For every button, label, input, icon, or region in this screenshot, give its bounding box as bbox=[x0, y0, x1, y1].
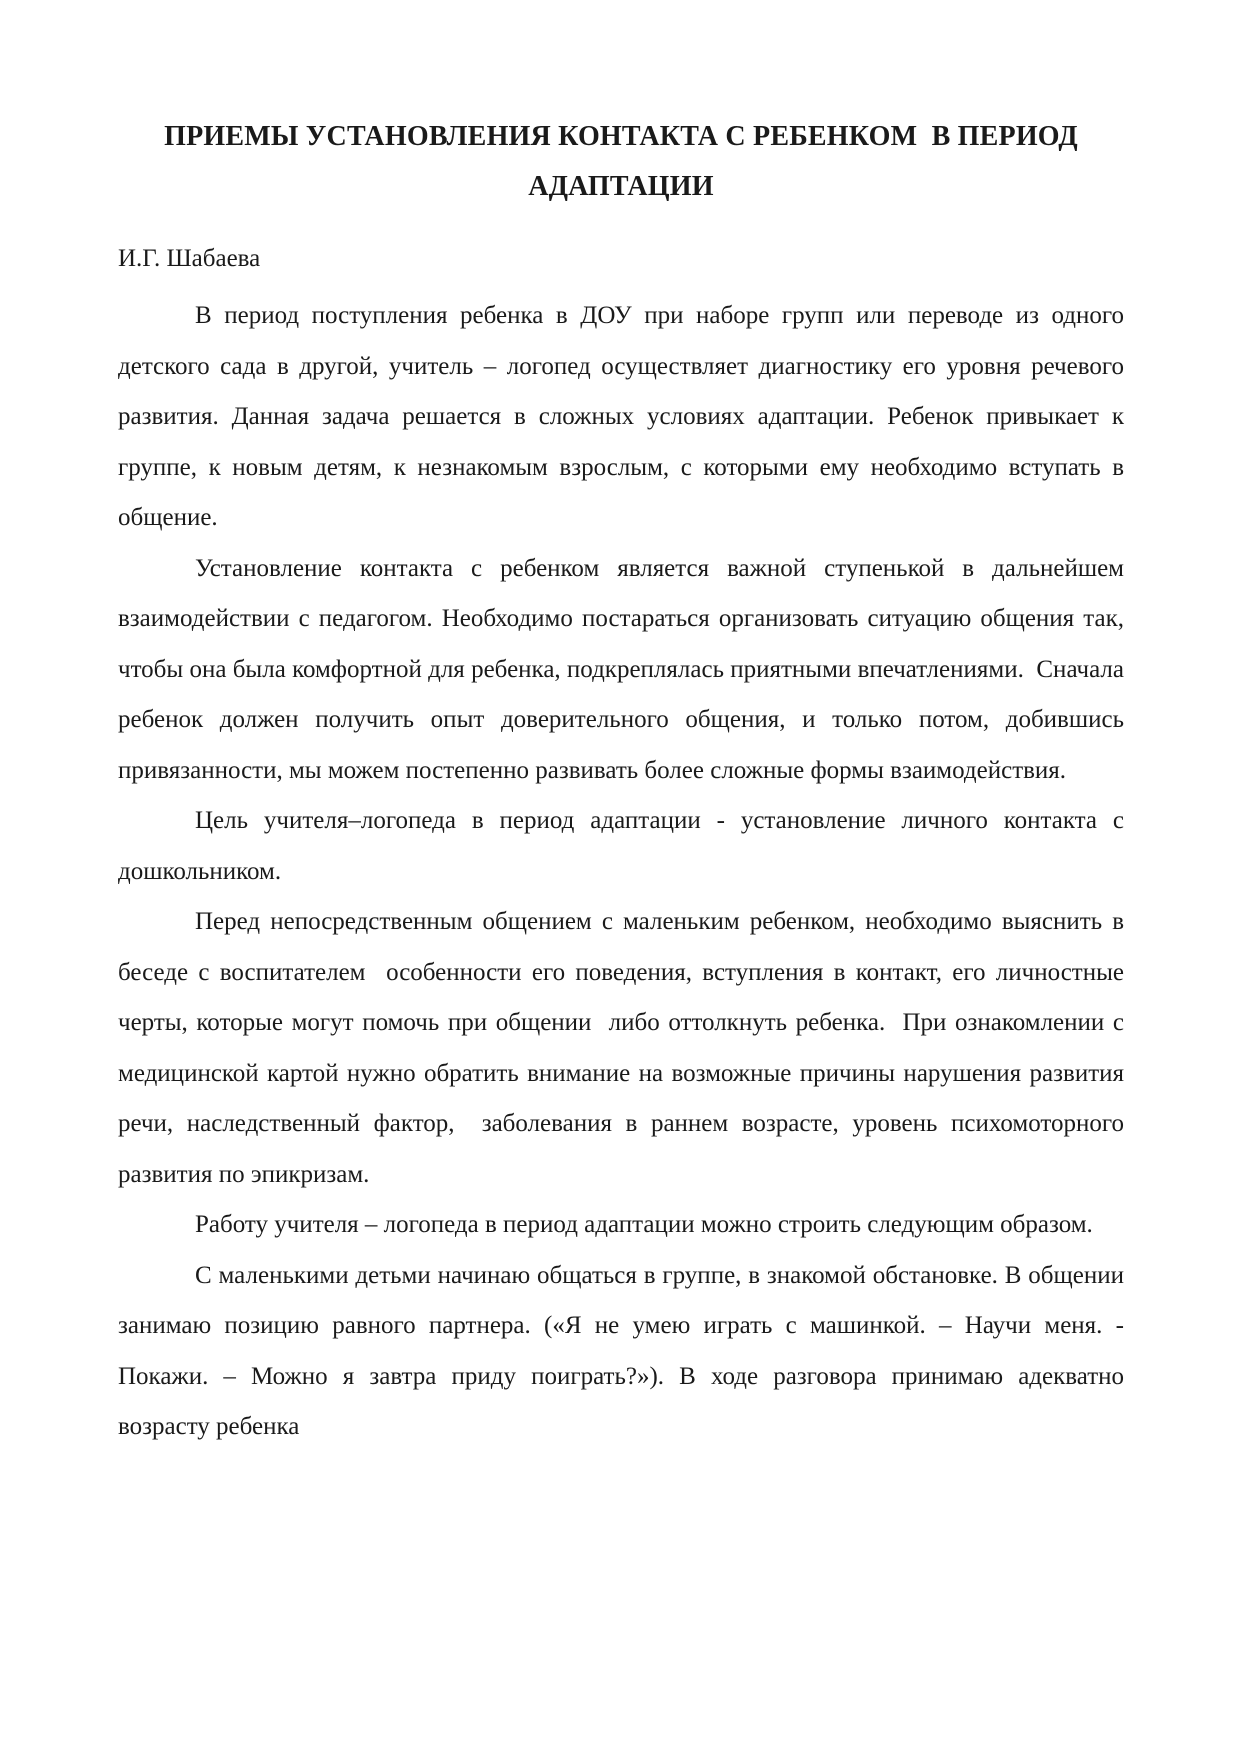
paragraph-3: Цель учителя–логопеда в период адаптации - установление личного контакта с дошкольником. bbox=[118, 807, 1131, 885]
paragraph-5: Работу учителя – логопеда в период адаптации можно строить следующим образом. bbox=[195, 1211, 1093, 1238]
paragraph-1: В период поступления ребенка в ДОУ при наборе групп или переводе из одного детского сада в другой, учитель – логопед осуществляет диагностику его уровня речевого развития. Данная задача решается в сложных условиях адаптации. Ребенок привыкает к группе, к новым детям, к незнакомым взрослым, с которыми ему необходимо вступать в общение. bbox=[118, 302, 1131, 531]
document-body bbox=[118, 112, 1137, 1453]
paragraph-2: Установление контакта с ребенком является важной ступенькой в дальнейшем взаимодействии с педагогом. Необходимо постараться организовать ситуацию общения так, чтобы она была комфортной для ребенка, подкреплялась приятными впечатлениями. Сначала ребенок должен получить опыт доверительного общения, и только потом, добившись привязанности, мы можем постепенно развивать более сложные формы взаимодействия. bbox=[118, 554, 1131, 784]
document-title: ПРИЕМЫ УСТАНОВЛЕНИЯ КОНТАКТА С РЕБЕНКОМ В ПЕРИОД АДАПТАЦИИ bbox=[164, 121, 1086, 202]
author-name: И.Г. Шабаева bbox=[118, 245, 261, 272]
paragraph-4: Перед непосредственным общением с маленьким ребенком, необходимо выяснить в беседе с воспитателем особенности его поведения, вступления в контакт, его личностные черты, которые могут помочь при общении либо оттолкнуть ребенка. При ознакомлении с медицинской картой нужно обратить внимание на возможные причины нарушения развития речи, наследственный фактор, заболевания в раннем возрасте, уровень психомоторного развития по эпикризам. bbox=[118, 908, 1137, 1188]
paragraph-6: С маленькими детьми начинаю общаться в группе, в знакомой обстановке. В общении занимаю позицию равного партнера. («Я не умею играть с машинкой. – Научи меня. - Покажи. – Можно я завтра приду поиграть?»). В ходе разговора принимаю адекватно возрасту ребенка bbox=[118, 1261, 1137, 1440]
